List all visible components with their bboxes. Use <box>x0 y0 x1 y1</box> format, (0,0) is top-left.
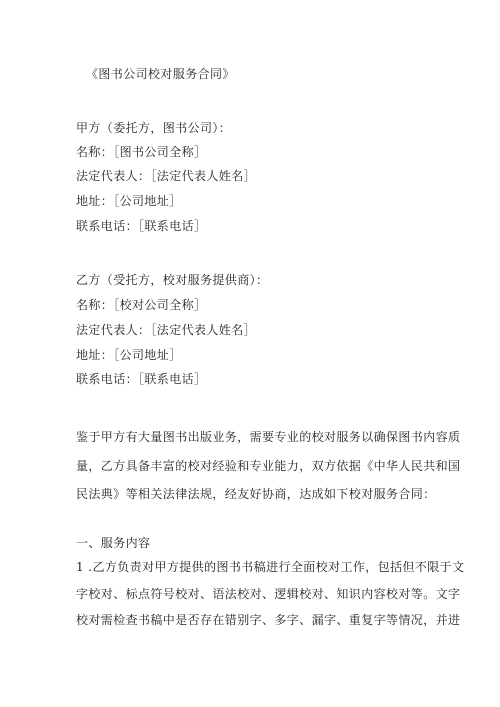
document-title: 《图书公司校对服务合同》 <box>86 67 235 81</box>
section-1-line: 校对需检查书稿中是否存在错别字、多字、漏字、重复字等情况，并进 <box>76 613 461 627</box>
party-a-heading: 甲方（委托方，图书公司）： <box>76 121 232 135</box>
section-1-line: 字校对、标点符号校对、语法校对、逻辑校对、知识内容校对等。文字 <box>76 587 461 601</box>
party-b-heading: 乙方（受托方，校对服务提供商）： <box>76 273 269 287</box>
section-1-line: 1 .乙方负责对甲方提供的图书书稿进行全面校对工作，包括但不限于文 <box>76 560 465 574</box>
party-b-address: 地址：［公司地址］ <box>76 348 182 362</box>
party-a-address: 地址：［公司地址］ <box>76 194 182 208</box>
preamble-line: 量，乙方具备丰富的校对经验和专业能力，双方依据《中华人民共和国 <box>76 459 461 473</box>
party-a-phone: 联系电话：［联系电话］ <box>76 219 207 233</box>
party-b-legal-rep: 法定代表人：［法定代表人姓名］ <box>76 323 257 337</box>
section-heading-service-content: 一、服务内容 <box>76 536 151 550</box>
party-a-legal-rep: 法定代表人：［法定代表人姓名］ <box>76 169 257 183</box>
party-a-name: 名称：［图书公司全称］ <box>76 145 207 159</box>
party-b-phone: 联系电话：［联系电话］ <box>76 372 207 386</box>
preamble-line: 民法典》等相关法律法规，经友好协商，达成如下校对服务合同： <box>76 487 436 501</box>
party-b-name: 名称：［校对公司全称］ <box>76 298 207 312</box>
preamble-line: 鉴于甲方有大量图书出版业务，需要专业的校对服务以确保图书内容质 <box>76 430 461 444</box>
